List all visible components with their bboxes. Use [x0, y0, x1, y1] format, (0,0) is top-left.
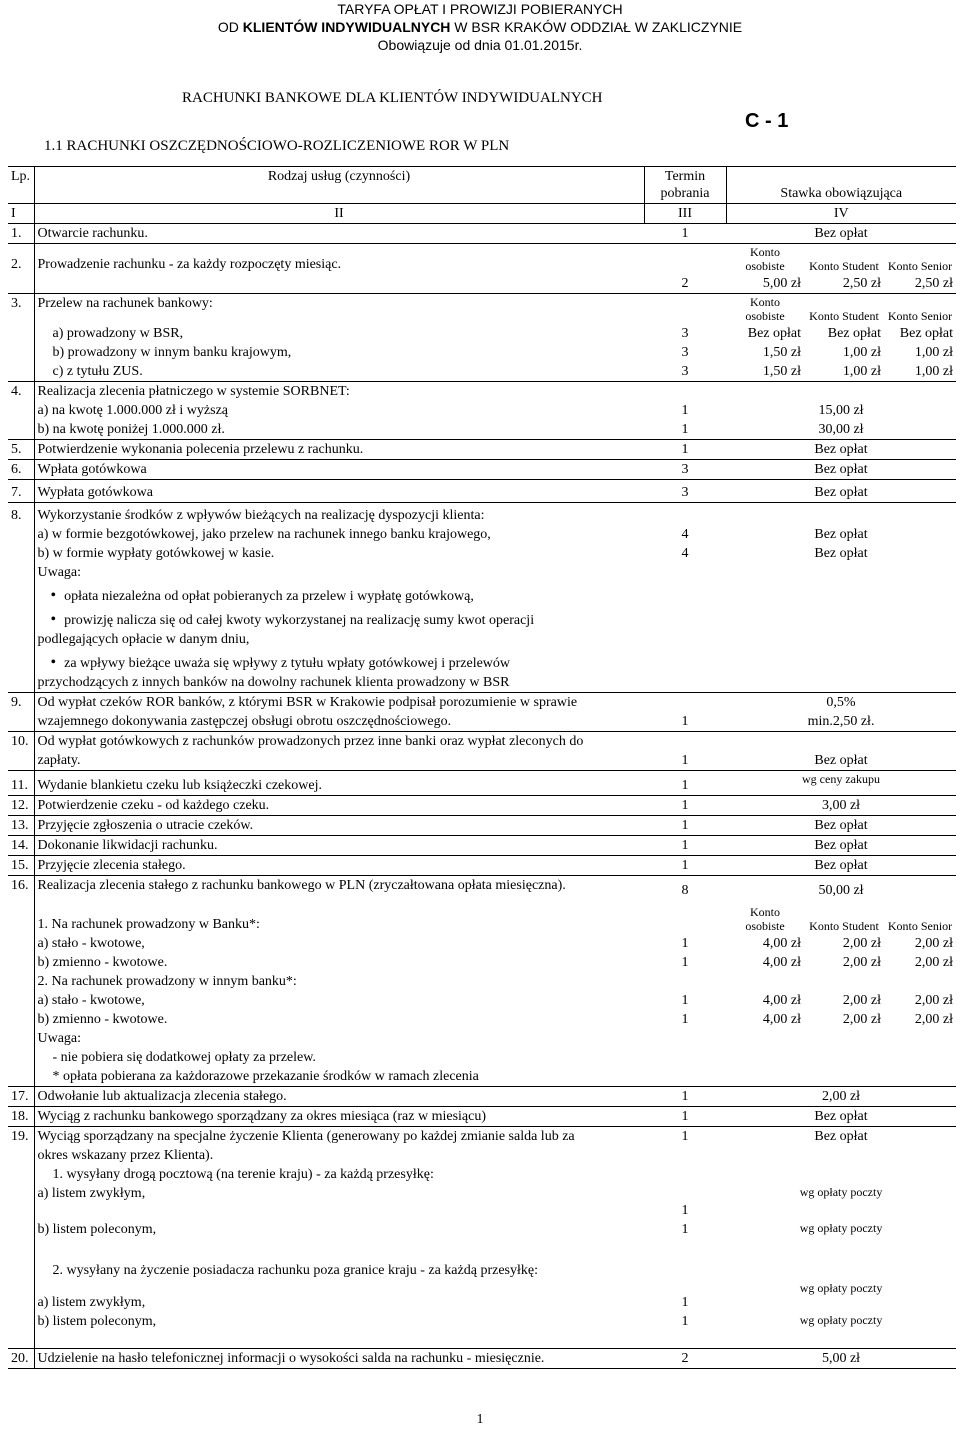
table-row: a) prowadzony w BSR, 3 Bez opłat Bez opłat Bez opłat	[8, 324, 956, 343]
roman-header-row: I II III IV	[8, 204, 956, 224]
note-row: podlegających opłacie w danym dniu,	[8, 630, 956, 649]
table-row: 10. Od wypłat gotówkowych z rachunków prowadzonych przez inne banki oraz wypłat zleconych do	[8, 732, 956, 752]
table-row: 2 5,00 zł 2,50 zł 2,50 zł	[8, 274, 956, 294]
note-row: * opłata pobierana za każdorazowe przekazanie środków w ramach zlecenia	[8, 1067, 956, 1087]
table-row: 7. Wypłata gotówkowa 3 Bez opłat	[8, 480, 956, 503]
table-row: 16. Realizacja zlecenia stałego z rachunku bankowego w PLN (zryczałtowana opłata miesięczna). 8 50,00 zł	[8, 876, 956, 901]
note-row: przychodzących z innych banków na dowolny rachunek klienta prowadzony w BSR	[8, 673, 956, 693]
section-title: RACHUNKI BANKOWE DLA KLIENTÓW INDYWIDUALNYCH	[182, 90, 603, 106]
table-row: 2. wysyłany na życzenie posiadacza rachunku poza granice kraju - za każdą przesyłkę:	[8, 1256, 956, 1280]
table-row: 1. wysyłany drogą pocztową (na terenie kraju) - za każdą przesyłkę:	[8, 1165, 956, 1184]
table-row: 14. Dokonanie likwidacji rachunku. 1 Bez opłat	[8, 836, 956, 856]
table-row: a) w formie bezgotówkowej, jako przelew na rachunek innego banku krajowego, 4 Bez opłat	[8, 525, 956, 544]
table-row: 13. Przyjęcie zgłoszenia o utracie czeków. 1 Bez opłat	[8, 816, 956, 836]
table-row: b) w formie wypłaty gotówkowej w kasie. 4 Bez opłat	[8, 544, 956, 563]
tariff-subtitle: OD KLIENTÓW INDYWIDUALNYCH W BSR KRAKÓW ODDZIAŁ W ZAKLICZYNIE	[217, 19, 743, 35]
table-row: a) stało - kwotowe, 1 4,00 zł 2,00 zł 2,00 zł	[8, 934, 956, 953]
table-row: wzajemnego dokonywania zastępczej obsługi obrotu oszczędnościowego. 1 min.2,50 zł.	[8, 712, 956, 732]
table-row: 6. Wpłata gotówkowa 3 Bez opłat	[8, 460, 956, 480]
note-row: - nie pobiera się dodatkowej opłaty za przelew.	[8, 1048, 956, 1067]
page-number: 1	[476, 1412, 484, 1427]
table-row: 4. Realizacja zlecenia płatniczego w systemie SORBNET:	[8, 382, 956, 402]
table-row: 19. Wyciąg sporządzany na specjalne życzenie Klienta (generowany po każdej zmianie salda lub za 1 Bez opłat	[8, 1127, 956, 1147]
table-row: 2. Na rachunek prowadzony w innym banku*:	[8, 972, 956, 991]
table-row: 12. Potwierdzenie czeku - od każdego czeku. 1 3,00 zł	[8, 796, 956, 816]
table-row: zapłaty. 1 Bez opłat	[8, 751, 956, 771]
tariff-title: TARYFA OPŁAT I PROWIZJI POBIERANYCH	[337, 1, 623, 17]
note-row: • za wpływy bieżące uważa się wpływy z tytułu wpłaty gotówkowej i przelewów	[8, 649, 956, 673]
note-row: • opłata niezależna od opłat pobieranych za przelew i wypłatę gotówkową,	[8, 582, 956, 606]
table-row: 5. Potwierdzenie wykonania polecenia przelewu z rachunku. 1 Bez opłat	[8, 440, 956, 460]
table-row: a) listem zwykłym, 1 wg opłaty poczty	[8, 1184, 956, 1220]
table-row: 11. Wydanie blankietu czeku lub książeczki czekowej. 1 wg ceny zakupu	[8, 771, 956, 796]
table-row: b) prowadzony w innym banku krajowym, 3 1,50 zł 1,00 zł 1,00 zł	[8, 343, 956, 362]
table-row: 2. Prowadzenie rachunku - za każdy rozpoczęty miesiąc. Konto osobiste Konto Student Konto Senior	[8, 244, 956, 275]
table-row: b) listem poleconym, 1 wg opłaty poczty	[8, 1220, 956, 1256]
table-row: b) na kwotę poniżej 1.000.000 zł. 1 30,00 zł	[8, 420, 956, 440]
table-row: 20. Udzielenie na hasło telefonicznej informacji o wysokości salda na rachunku - miesięcznie. 2 5,00 zł	[8, 1349, 956, 1369]
note-row: Uwaga:	[8, 1029, 956, 1048]
fee-table	[8, 166, 956, 1369]
table-row: b) listem poleconym, 1 wg opłaty poczty	[8, 1312, 956, 1349]
table-row: b) zmienno - kwotowe. 1 4,00 zł 2,00 zł 2,00 zł	[8, 953, 956, 972]
table-row: a) na kwotę 1.000.000 zł i wyższą 1 15,00 zł	[8, 401, 956, 420]
table-row: a) stało - kwotowe, 1 4,00 zł 2,00 zł 2,00 zł	[8, 991, 956, 1010]
table-header-row: Lp. Rodzaj usług (czynności) Termin pobrania Stawka obowiązująca	[8, 167, 956, 204]
table-row: 1. Otwarcie rachunku. 1 Bez opłat	[8, 224, 956, 244]
table-row: 15. Przyjęcie zlecenia stałego. 1 Bez opłat	[8, 856, 956, 876]
table-row: b) zmienno - kwotowe. 1 4,00 zł 2,00 zł 2,00 zł	[8, 1010, 956, 1029]
table-code: C - 1	[745, 110, 789, 132]
table-row: okres wskazany przez Klienta).	[8, 1146, 956, 1165]
effective-date: Obowiązuje od dnia 01.01.2015r.	[377, 37, 583, 53]
table-row: 18. Wyciąg z rachunku bankowego sporządzany za okres miesiąca (raz w miesiącu) 1 Bez opłat	[8, 1107, 956, 1127]
table-row: a) listem zwykłym, 1 wg opłaty poczty	[8, 1280, 956, 1312]
table-row: 9. Od wypłat czeków ROR banków, z którymi BSR w Krakowie podpisał porozumienie w sprawie 0,5%	[8, 693, 956, 713]
table-row: 17. Odwołanie lub aktualizacja zlecenia stałego. 1 2,00 zł	[8, 1087, 956, 1107]
table-row: c) z tytułu ZUS. 3 1,50 zł 1,00 zł 1,00 zł	[8, 362, 956, 382]
note-row: • prowizję nalicza się od całej kwoty wykorzystanej na realizację sumy kwot operacji	[8, 606, 956, 630]
table-row: 8. Wykorzystanie środków z wpływów bieżących na realizację dyspozycji klienta:	[8, 503, 956, 526]
subsection-title: 1.1 RACHUNKI OSZCZĘDNOŚCIOWO-ROZLICZENIOWE ROR W PLN	[44, 138, 510, 154]
table-row: 1. Na rachunek prowadzony w Banku*: Konto osobiste Konto Student Konto Senior	[8, 900, 956, 934]
note-row: Uwaga:	[8, 563, 956, 582]
table-row: 3. Przelew na rachunek bankowy: Konto osobiste Konto Student Konto Senior	[8, 294, 956, 325]
